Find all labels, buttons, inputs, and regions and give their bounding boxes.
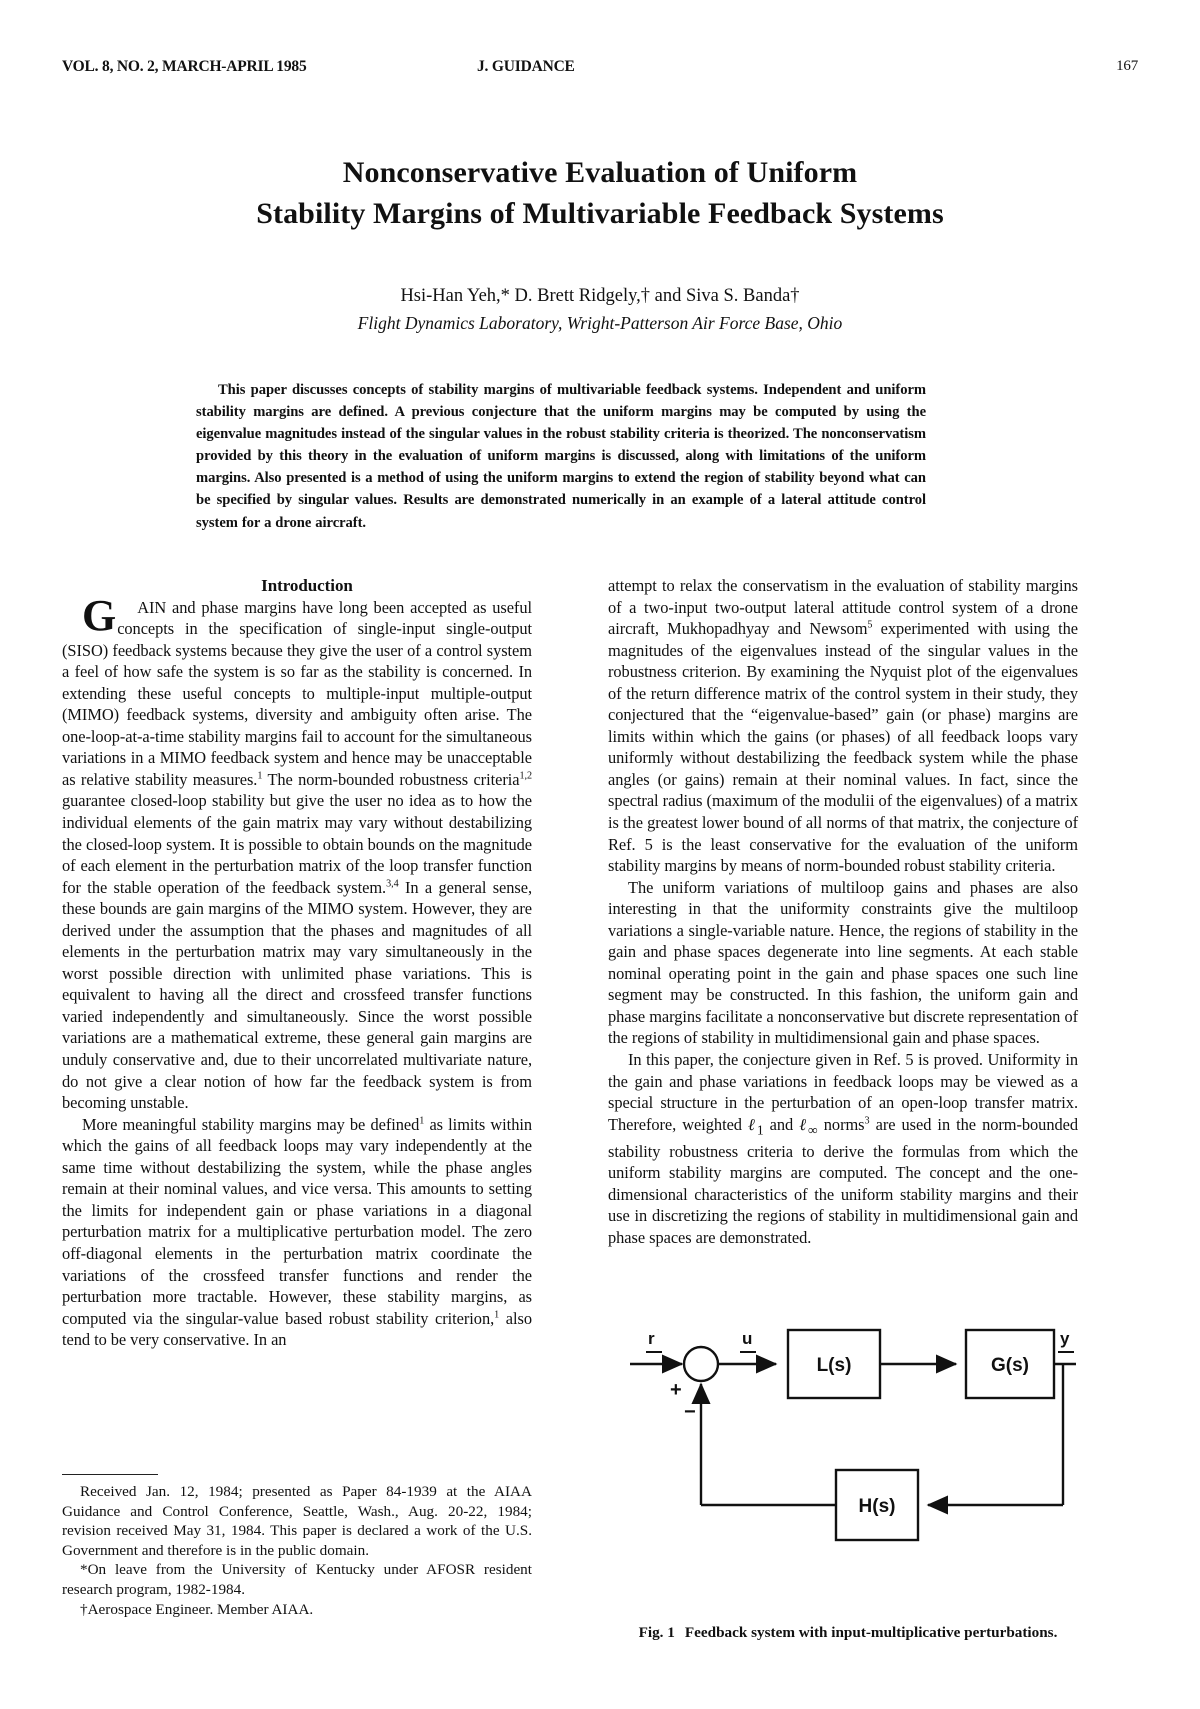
intro2-text-b: as limits within which the gains of all feedback loops may vary independently at the same time without destabilizing the system, while the phase angles remain at their nominal values, and vice versa. This amounts to setting the limits for independent gain or phase variations in a diagonal perturbation matrix for a multiplicative perturbation model. The zero off-diagonal elements in the perturbation matrix coordinate the variations of the crossfeed transfer functions and render the perturbation more tractable. However, these stability margins, as computed via the singular-value based robust stability criterion, bbox=[62, 1114, 532, 1328]
ref-marker-1-c: 1 bbox=[494, 1309, 500, 1321]
running-head bbox=[62, 58, 1138, 80]
footnote-block bbox=[62, 1474, 532, 1619]
right3-text-a: In this paper, the conjecture given in Ref. 5 is proved. Uniformity in the gain and phase variations in feedback loops may be viewed as a special structure in the perturbation of an open-loop transfer matrix. Therefore, weighted bbox=[608, 1050, 1078, 1134]
title-line-1: Nonconservative Evaluation of Uniform bbox=[342, 156, 858, 189]
figure-1-caption bbox=[608, 1623, 1088, 1643]
footnote-star: *On leave from the University of Kentucky under AFOSR resident research program, 1982-1984. bbox=[62, 1561, 532, 1598]
ref-marker-3-4: 3,4 bbox=[386, 878, 399, 890]
ell-infinity-subscript: ∞ bbox=[808, 1121, 818, 1137]
right3-mid: and bbox=[763, 1114, 800, 1134]
intro2-text-c: also tend to be very conservative. In an bbox=[62, 1308, 532, 1350]
intro-text-a: GAIN and phase margins have long been accepted as useful concepts in the specification of single-input single-output (SISO) feedback systems because they give the user of a control system a feel of how safe the system is so far as the stability is concerned. In extending these useful concepts to multiple-input multiple-output (MIMO) feedback systems, diversity and ambiguity often arise. The one-loop-at-a-time stability margins fail to account for the simultaneous variations in a MIMO feedback system and hence may be unacceptable as relative stability measures. bbox=[62, 590, 532, 789]
right1-text-a: attempt to relax the conservatism in the evaluation of stability margins of a two-input two-output lateral attitude control system of a drone aircraft, Mukhopadhyay and Newsom bbox=[608, 576, 1078, 639]
paragraph-right-3 bbox=[608, 1049, 1078, 1248]
label-u: u bbox=[742, 1329, 753, 1348]
body-column-left bbox=[62, 575, 532, 1351]
label-y: y bbox=[1060, 1329, 1070, 1348]
ell-infinity-symbol: ℓ bbox=[799, 1114, 809, 1134]
footnote-rule bbox=[62, 1474, 158, 1475]
volume-issue-date: VOL. 8, NO. 2, MARCH-APRIL 1985 bbox=[62, 58, 307, 75]
footnote-received: Received Jan. 12, 1984; presented as Paper 84-1939 at the AIAA Guidance and Control Conference, Seattle, Wash., Aug. 20-22, 1984; revision received May 31, 1984. This paper is declared a work of the U.S. Government and therefore is in the public domain. bbox=[62, 1483, 532, 1559]
paragraph-right-2: The uniform variations of multiloop gains and phases are also interesting in that the uniformity constraints give the multiloop variations a single-variable nature. Hence, the regions of stability in the gain and phase spaces degenerate into line segments. At each stable nominal operating point in the gain and phase spaces one such line segment may be constructed. In this fashion, the uniform gain and phase margins facilitate a nonconservative but discrete representation of the regions of stability in multidimensional gain and phase spaces. bbox=[608, 877, 1078, 1048]
figure-caption-text: Feedback system with input-multiplicative perturbations. bbox=[684, 1624, 1058, 1641]
body-column-right bbox=[608, 575, 1078, 1248]
block-label-L: L(s) bbox=[816, 1355, 852, 1376]
page-title bbox=[90, 152, 1110, 234]
ref-marker-1-b: 1 bbox=[419, 1115, 425, 1127]
intro-text-b: The norm-bounded robustness criteria bbox=[262, 769, 520, 789]
ref-marker-1: 1 bbox=[257, 770, 263, 782]
ref-marker-3: 3 bbox=[864, 1115, 870, 1127]
block-diagram-svg bbox=[608, 1300, 1078, 1570]
abstract: This paper discusses concepts of stability margins of multivariable feedback systems. Independent and uniform stability margins are defined. A previous conjecture that the uniform margins may be computed by using the eigenvalue magnitudes instead of the singular values in the robust stability criteria is theorized. The nonconservatism provided by this theory in the evaluation of uniform margins is discussed, along with limitations of the uniform margins. Also presented is a method of using the uniform margins to extend the region of stability beyond what can be specified by singular values. Results are demonstrated numerically in an example of a lateral attitude control system for a drone aircraft. bbox=[196, 382, 926, 531]
paragraph-intro-2 bbox=[62, 1114, 532, 1351]
label-minus: − bbox=[684, 1401, 696, 1423]
ref-marker-1-2: 1,2 bbox=[519, 770, 532, 782]
right1-text-b: experimented with using the magnitudes of the eigenvalues instead of the singular values in the robustness criterion. By examining the Nyquist plot of the eigenvalues of the return difference matrix of the control system in their study, they conjectured that the “eigenvalue-based” gain (or phase) margins are limits within which the gains (or phases) of all feedback loops vary uniformly without destabilizing the feedback system while the phase angles (or gains) remain at their nominal values. In fact, since the spectral radius (maximum of the modulii of the eigenvalues) of a matrix is the greatest lower bound of all norms of that matrix, the conjecture of Ref. 5 is the least conservative for the evaluation of the uniform stability margins by means of norm-bounded robust stability criteria. bbox=[608, 619, 1078, 876]
ref-marker-5: 5 bbox=[867, 619, 873, 631]
affiliation: Flight Dynamics Laboratory, Wright-Patterson Air Force Base, Ohio bbox=[357, 313, 843, 333]
title-line-2: Stability Margins of Multivariable Feedback Systems bbox=[256, 197, 944, 230]
paragraph-right-1 bbox=[608, 575, 1078, 877]
ell-one-subscript: 1 bbox=[756, 1121, 764, 1137]
figure-label: Fig. 1 bbox=[638, 1624, 675, 1641]
journal-name: J. GUIDANCE bbox=[477, 58, 575, 75]
block-label-G: G(s) bbox=[991, 1355, 1029, 1376]
footnote-dagger: †Aerospace Engineer. Member AIAA. bbox=[80, 1600, 314, 1618]
right3-text-b: norms bbox=[817, 1114, 865, 1134]
label-plus: + bbox=[670, 1379, 682, 1401]
page-number: 167 bbox=[1116, 58, 1138, 74]
summing-junction bbox=[684, 1347, 718, 1381]
right3-text-c: are used in the norm-bounded stability robustness criteria to derive the formulas from which the uniform stability margins are computed. The concept and the one-dimensional characteristics of the uniform stability margins and their use in discretizing the regions of stability in multidimensional gain and phase spaces are demonstrated. bbox=[608, 1114, 1078, 1247]
block-label-H: H(s) bbox=[858, 1496, 896, 1517]
intro-text-c: guarantee closed-loop stability but give the user no idea as to how the individual elements of the gain matrix may vary without destabilizing the closed-loop system. It is possible to obtain bounds on the magnitude of each element in the perturbation matrix of the loop transfer function for the stable operation of the feedback system. bbox=[62, 791, 532, 897]
section-heading-introduction: Introduction bbox=[261, 576, 353, 595]
label-r: r bbox=[648, 1329, 655, 1348]
figure-1-diagram bbox=[608, 1300, 1078, 1570]
paragraph-intro-1 bbox=[62, 590, 533, 1114]
intro2-text-a: More meaningful stability margins may be defined bbox=[82, 1114, 420, 1134]
intro-text-d: In a general sense, these bounds are gain margins of the MIMO system. However, they are derived under the assumption that the phases and magnitudes of all elements in the perturbation matrix may vary simultaneously in the worst possible direction with unlimited phase variations. This is equivalent to having all the direct and crossfeed transfer functions varied independently and simultaneously. Since the worst possible variations are a mathematical extreme, these general gain margins are unduly conservative and, due to their uncorrelated multivariate nature, do not give a clear notion of how far the feedback system is from becoming unstable. bbox=[62, 877, 533, 1113]
ell-one-symbol: ℓ bbox=[748, 1114, 757, 1134]
author-list: Hsi-Han Yeh,* D. Brett Ridgely,† and Siva S. Banda† bbox=[400, 286, 800, 306]
figure-1 bbox=[608, 1300, 1078, 1570]
